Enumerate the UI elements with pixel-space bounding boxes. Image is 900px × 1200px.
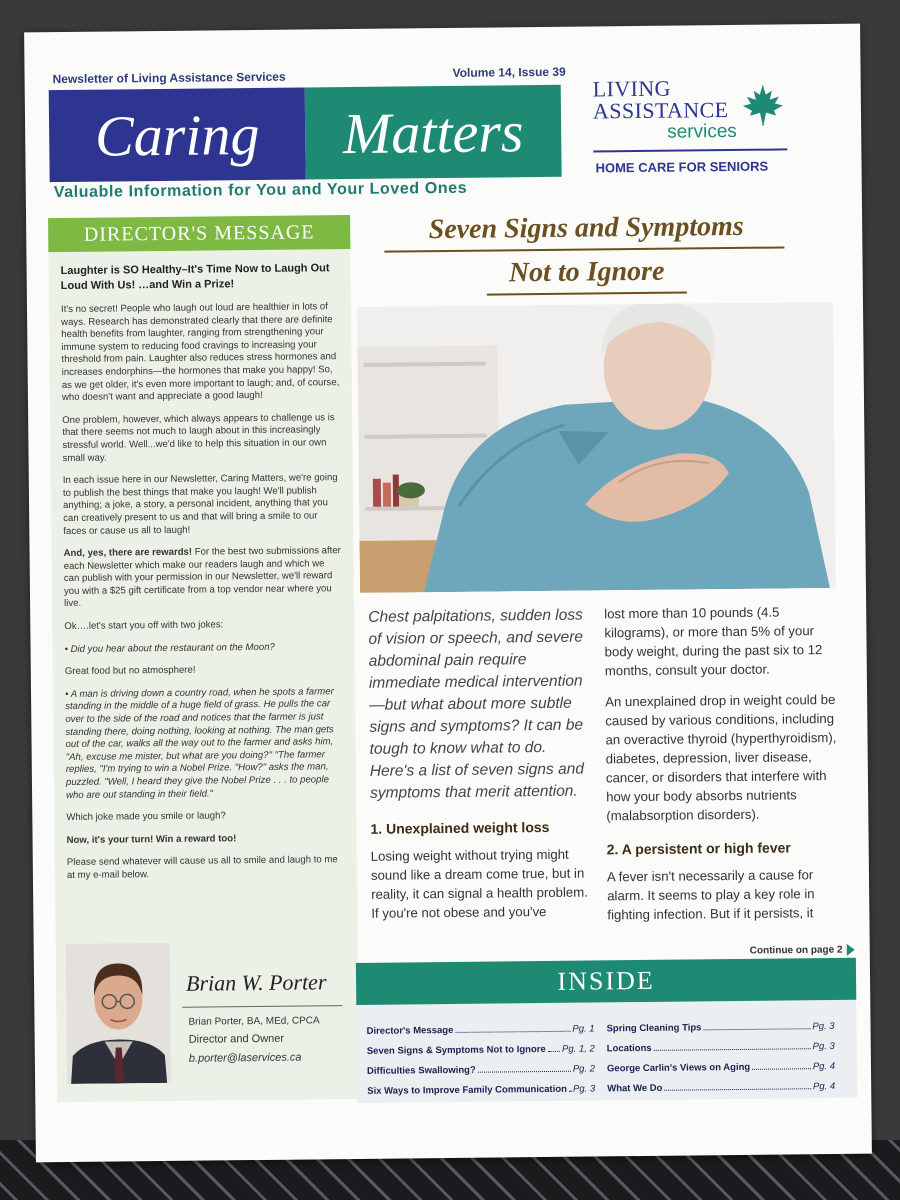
inside-heading: INSIDE <box>356 958 856 1005</box>
directors-message-lead: Laughter is SO Healthy–It's Time Now to Laugh Out Loud With Us! …and Win a Prize! <box>60 262 330 293</box>
contents-item[interactable] <box>367 1034 595 1056</box>
logo-line-living: LIVING <box>592 75 672 102</box>
masthead-banner <box>49 85 562 182</box>
signature-block <box>55 919 359 1102</box>
contents-item[interactable] <box>367 1074 595 1096</box>
contents-item-label: George Carlin's Views on Aging <box>606 1061 751 1075</box>
newsletter-of-label: Newsletter of Living Assistance Services <box>52 69 286 87</box>
directors-message-paragraph <box>64 545 343 611</box>
reward-cta: Now, it's your turn! Win a reward too! <box>66 833 237 846</box>
masthead-title-matters: Matters <box>342 98 524 166</box>
directors-message-paragraph: In each issue here in our Newsletter, Caring Matters, we're going to publish the best things that make you laugh! We'll publish anything; a joke, a story, a personal incident, anything that you can creatively present to us and that will bring a smile to our faces or cause us all to laugh! <box>62 472 338 537</box>
article-photo <box>357 302 836 593</box>
masthead-left <box>49 87 306 182</box>
director-portrait-image <box>66 943 171 1084</box>
joke-one: • Did you hear about the restaurant on the Moon? <box>64 641 275 655</box>
article-column-right <box>604 602 839 936</box>
contents-item-label: Spring Cleaning Tips <box>606 1022 702 1035</box>
inside-contents-box <box>356 958 857 1103</box>
company-logo <box>592 75 794 176</box>
contents-item-label: Seven Signs & Symptoms Not to Ignore <box>366 1044 546 1057</box>
joke-question: Which joke made you smile or laugh? <box>66 810 226 824</box>
director-email[interactable]: b.porter@laservices.ca <box>188 1051 302 1065</box>
masthead-right <box>305 85 562 180</box>
section-text-weight-loss: Losing weight without trying might sound like a dream come true, but in reality, it can signal a health problem. If you're not obese and you've <box>370 846 588 921</box>
jokes-intro: Ok….let's start you off with two jokes: <box>64 619 224 633</box>
signature-line <box>182 1005 342 1008</box>
dot-leader <box>752 1068 811 1070</box>
masthead-title-caring: Caring <box>94 101 260 169</box>
closing-text: Please send whatever will cause us all to smile and laugh to me at my e-mail below. <box>66 854 338 881</box>
article-paragraph: An unexplained drop in weight could be caused by various conditions, including an overactive thyroid (hyperthyroidism), diabetes, depression, liver disease, cancer, or disorders that interfere with how your body absorbs nutrients (malabsorption disorders). <box>605 691 837 824</box>
directors-message-paragraph: One problem, however, which always appears to challenge us is that there seems not much to laugh about in this increasingly stressful world. Well...we'd like to help this situation in our own small way. <box>62 411 335 464</box>
arrow-right-icon <box>846 944 854 956</box>
dot-leader <box>548 1051 560 1052</box>
contents-item[interactable] <box>607 1072 835 1094</box>
article-title-line1: Seven Signs and Symptoms <box>428 210 744 246</box>
newsletter-page <box>24 24 872 1163</box>
dot-leader <box>455 1031 570 1033</box>
dot-leader <box>569 1091 571 1092</box>
director-photo <box>66 943 171 1084</box>
contents-item-page: Pg. 3 <box>812 1020 835 1033</box>
contents-item-label: What We Do <box>607 1082 663 1095</box>
rewards-text: For the best two submissions after each Newsletter which make our readers laugh and which we can publish with your permission in our Newsletter, we'll reward you with a $25 gift certificate from a top vendor near where you live. <box>63 545 341 610</box>
director-title: Director and Owner <box>188 1032 285 1046</box>
contents-item-label: Six Ways to Improve Family Communication <box>367 1083 567 1097</box>
dot-leader <box>703 1028 810 1030</box>
article-title-line2: Not to Ignore <box>508 255 665 289</box>
contents-item[interactable] <box>607 1052 835 1074</box>
rewards-bold: And, yes, there are rewards! <box>63 546 193 560</box>
contents-item-page: Pg. 1, 2 <box>561 1043 595 1055</box>
director-signature: Brian W. Porter <box>185 969 327 996</box>
elderly-woman-chest-pain-image <box>357 302 836 593</box>
logo-subtitle: HOME CARE FOR SENIORS <box>595 158 769 176</box>
contents-item[interactable] <box>606 1012 834 1034</box>
contents-item-label: Difficulties Swallowing? <box>366 1064 476 1077</box>
contents-item-page: Pg. 4 <box>812 1080 836 1093</box>
continue-link[interactable] <box>750 944 855 957</box>
dot-leader <box>478 1071 571 1073</box>
article-column-left <box>368 605 593 935</box>
contents-item[interactable] <box>367 1054 595 1076</box>
directors-message-heading: DIRECTOR'S MESSAGE <box>48 215 350 252</box>
joke-one-answer: Great food but no atmosphere! <box>64 664 196 678</box>
article-intro: Chest palpitations, sudden loss of vision or speech, and severe abdominal pain require immediate medical intervention—but what about more subtle signs and symptoms? It can be tough to know what to do. Here's a list of seven signs and symptoms that merit attention. <box>368 606 584 802</box>
contents-item-page: Pg. 3 <box>572 1083 596 1095</box>
contents-column-left <box>366 1014 607 1097</box>
directors-message-panel <box>48 215 359 1102</box>
dot-leader <box>654 1048 811 1051</box>
directors-message-body <box>48 249 357 883</box>
section-text-fever: A fever isn't necessarily a cause for alarm. It seems to play a key role in fighting infection. But if it persists, it <box>606 867 815 923</box>
section-heading-weight-loss: 1. Unexplained weight loss <box>370 818 550 837</box>
tagline: Valuable Information for You and Your Loved Ones <box>53 179 468 202</box>
continue-label: Continue on page 2 <box>749 944 843 957</box>
contents-item-page: Pg. 4 <box>812 1060 836 1073</box>
article-paragraph: lost more than 10 pounds (4.5 kilograms), or more than 5% of your body weight, during the past six to 12 months, consult your doctor. <box>604 604 823 679</box>
logo-line-assistance: ASSISTANCE <box>592 97 729 124</box>
contents-item-page: Pg. 1 <box>572 1023 595 1035</box>
contents-item[interactable] <box>607 1032 835 1054</box>
volume-issue: Volume 14, Issue 39 <box>452 64 566 80</box>
director-name: Brian Porter, BA, MEd, CPCA <box>188 1015 320 1028</box>
logo-divider <box>593 148 787 152</box>
contents-grid <box>356 1000 857 1097</box>
contents-item-label: Director's Message <box>366 1024 454 1037</box>
contents-item-page: Pg. 3 <box>812 1040 835 1053</box>
contents-item-label: Locations <box>606 1042 652 1055</box>
contents-column-right <box>606 1012 847 1095</box>
contents-item[interactable] <box>366 1014 594 1036</box>
section-heading-fever: 2. A persistent or high fever <box>606 839 791 858</box>
contents-item-page: Pg. 2 <box>572 1063 596 1075</box>
dot-leader <box>664 1088 811 1091</box>
joke-two: • A man is driving down a country road, when he spots a farmer standing in the middle of a huge field of grass. He pulls the car over to the side of the road and notices that the farmer is just standing there, doing nothing, looking at nothing. The man gets out of the car, walks all the way out to the farmer and asks him, "Ah, excuse me mister, but what are you doing?" "The farmer replies, "I'm trying to win a Nobel Prize. "How?" asks the man, puzzled. "Well, I heard they give the Nobel Prize . . . to people who are out standing in their field." <box>64 686 334 801</box>
directors-message-paragraph: It's no secret! People who laugh out loud are healthier in lots of ways. Research has demonstrated clearly that there are definite health benefits from laughter, ranging from strengthening your immune system to reducing food cravings to increasing your threshold from pain. Laughter also reduces stress hormones and increases endorphins—the hormones that make you happy! So, as we get older, it's even more important to laugh; and, of course, who doesn't want and appreciate a good laugh! <box>60 301 340 404</box>
logo-line-services: services <box>667 120 737 143</box>
maple-leaf-icon <box>741 82 785 126</box>
